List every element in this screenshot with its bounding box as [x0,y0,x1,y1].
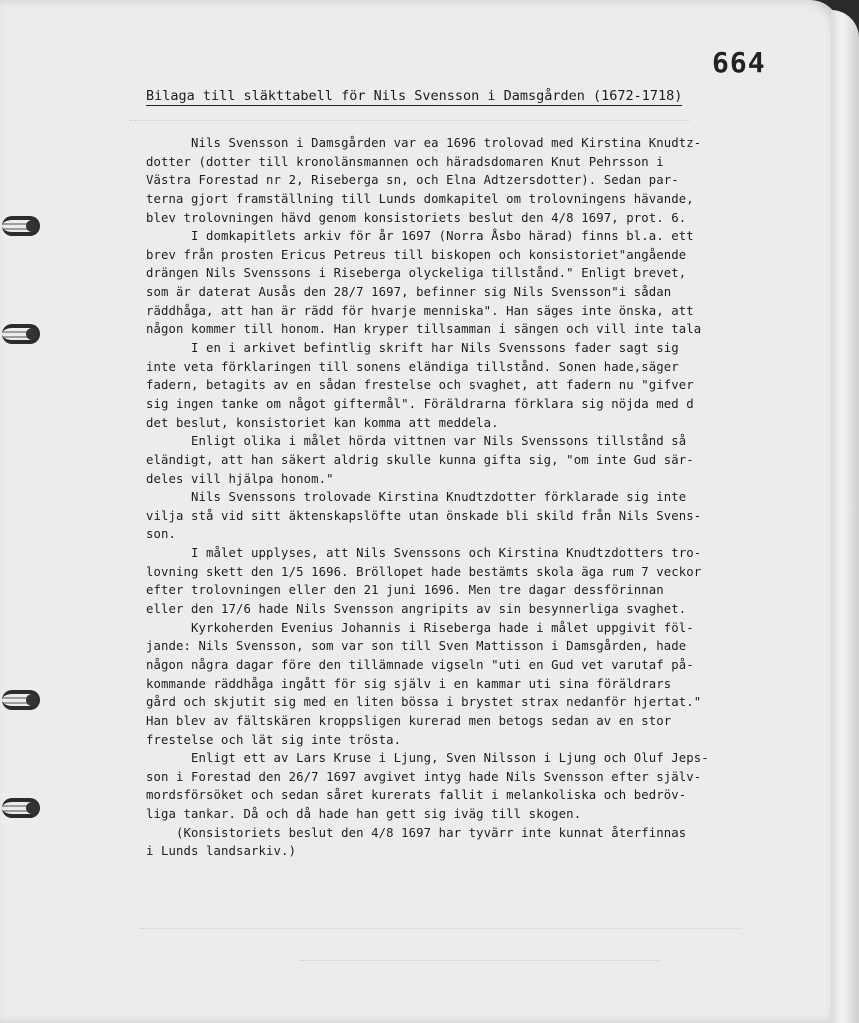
text-line: räddhåga, att han är rädd för hvarje menniska". Han säges inte önska, att [146,303,694,318]
text-line: I en i arkivet befintlig skrift har Nils Svenssons fader sagt sig [146,341,679,356]
binder-ring [0,796,44,822]
text-line: brev från prosten Ericus Petreus till biskopen och konsistoriet"angående [146,247,687,262]
text-line: inte veta förklaringen till sonens eländiga tillstånd. Sonen hade,säger [146,359,679,374]
text-line: terna gjort framställning till Lunds domkapitel om trolovningens hävande, [146,191,694,206]
text-line: eländigt, att han säkert aldrig skulle kunna gifta sig, "om inte Gud sär- [146,452,694,467]
text-line: Enligt ett av Lars Kruse i Ljung, Sven Nilsson i Ljung och Oluf Jeps- [146,751,709,766]
text-line: eller den 17/6 hade Nils Svensson angripits av sin besynnerliga svaghet. [146,602,687,617]
text-line: sig ingen tanke om något giftermål". Föräldrarna förklara sig nöjda med d [146,396,694,411]
page-title: Bilaga till släkttabell för Nils Svensson i Damsgården (1672-1718) [146,88,683,104]
text-line: son. [146,527,177,542]
text-line: Nils Svensson i Damsgården var ea 1696 trolovad med Kirstina Knudtz- [146,136,702,150]
text-line: som är daterat Ausås den 28/7 1697, befinner sig Nils Svensson"i sådan [146,285,672,300]
text-line: vilja stå vid sitt äktenskapslöfte utan önskade bli skild från Nils Svens- [146,508,702,523]
text-line: son i Forestad den 26/7 1697 avgivet intyg hade Nils Svensson efter själv- [146,769,702,784]
text-line: det beslut, konsistoriet kan komma att meddela. [146,415,499,430]
text-line: frestelse och lät sig inte trösta. [146,732,402,747]
document-body [146,134,826,861]
text-line: någon några dagar före den tillämnade vigseln "uti en Gud vet varutaf på- [146,657,694,672]
text-line: i Lunds landsarkiv.) [146,844,297,859]
text-line: deles vill hjälpa honom." [146,471,334,486]
text-line: Västra Forestad nr 2, Riseberga sn, och Elna Adtzersdotter). Sedan par- [146,173,679,188]
text-line: någon kommer till honom. Han kryper tillsamman i sängen och vill inte tala [146,322,702,337]
page-number: 664 [712,46,766,79]
text-line: efter trolovningen eller den 21 juni 1696. Men tre dagar dessförinnan [146,583,664,598]
binder-ring [0,322,44,348]
page-edge [831,10,859,1023]
text-line: Han blev av fältskären kroppsligen kurerad men betogs sedan av en stor [146,713,672,728]
text-line: drängen Nils Svenssons i Riseberga olyckeliga tillstånd." Enligt brevet, [146,266,687,281]
text-line: I målet upplyses, att Nils Svenssons och Kirstina Knudtzdotters tro- [146,546,702,561]
text-line: liga tankar. Då och då hade han gett sig iväg till skogen. [146,807,582,822]
text-line: dotter (dotter till kronolänsmannen och häradsdomaren Knut Pehrsson i [146,154,664,169]
text-line: gård och skjutit sig med en liten bössa i brystet strax nedanför hjertat." [146,695,702,710]
text-line: (Konsistoriets beslut den 4/8 1697 har tyvärr inte kunnat återfinnas [146,825,687,840]
binder-ring [0,688,44,714]
text-line: mordsförsöket och sedan såret kurerats fallit i melankoliska och bedröv- [146,788,687,803]
text-line: fadern, betagits av en sådan frestelse och svaghet, att fadern nu "gifver [146,378,694,393]
text-line: Kyrkoherden Evenius Johannis i Riseberga hade i målet uppgivit föl- [146,620,694,635]
text-line: I domkapitlets arkiv för år 1697 (Norra Åsbo härad) finns bl.a. ett [146,229,694,244]
text-line: Nils Svenssons trolovade Kirstina Knudtzdotter förklarade sig inte [146,490,687,505]
text-line: Enligt olika i målet hörda vittnen var Nils Svenssons tillstånd så [146,434,687,449]
text-line: blev trolovningen hävd genom konsistoriets beslut den 4/8 1697, prot. 6. [146,210,687,225]
text-line: lovning skett den 1/5 1696. Bröllopet hade bestämts skola äga rum 7 veckor [146,564,702,579]
binder-ring [0,214,44,240]
text-line: kommande räddhåga ingått för sig själv i en kammar uti sina föräldrars [146,676,672,691]
text-line: jande: Nils Svensson, som var son till Sven Mattisson i Damsgården, hade [146,639,687,654]
